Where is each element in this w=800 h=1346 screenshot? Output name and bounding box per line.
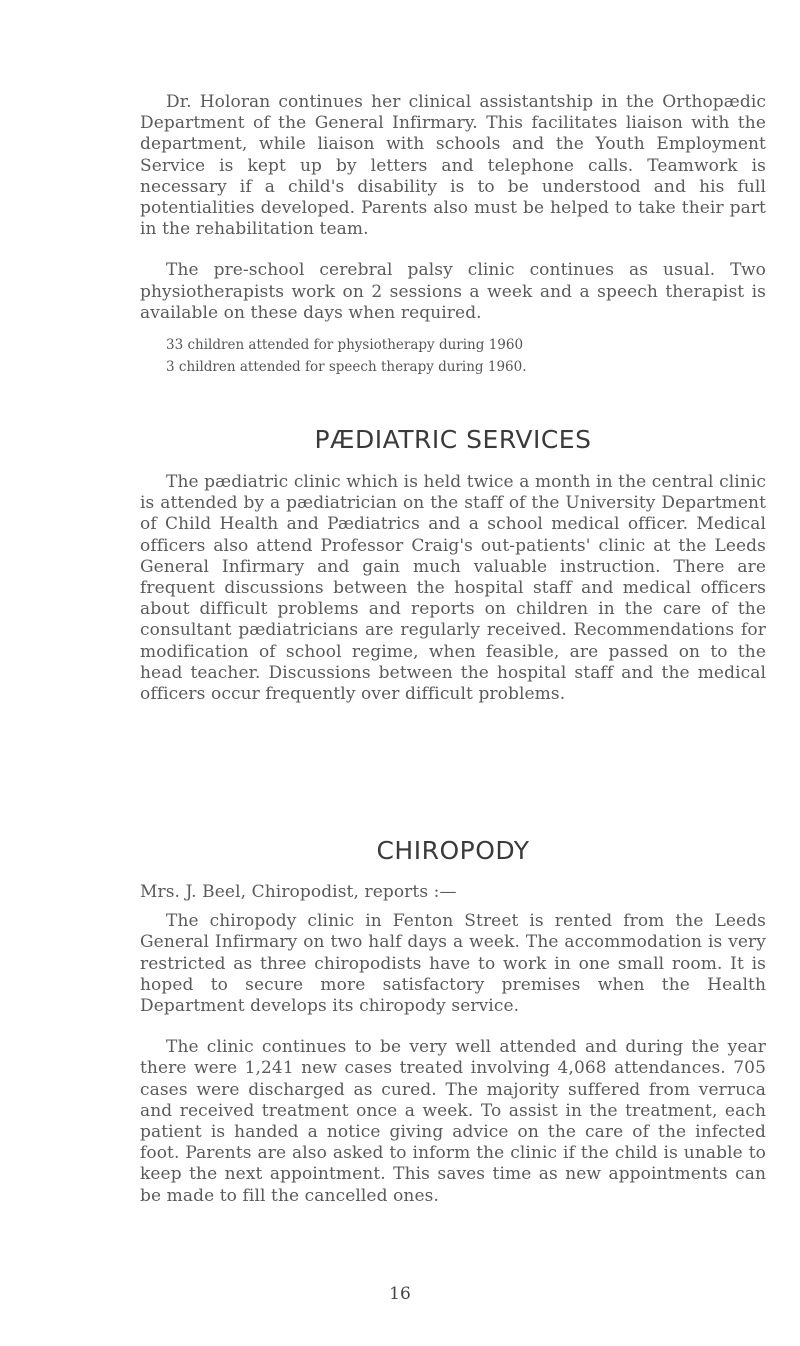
chiropody-section — [140, 882, 766, 1207]
chiropody-paragraph-attendance: The clinic continues to be very well attended and during the year there were 1,241 new cases treated involving 4,068 attendances. 705 cases were discharged as cured. The majority suffered from verruca and received treatment once a week. To assist in the treatment, each patient is handed a notice giving advice on the care of the infected foot. Parents are also asked to inform the clinic if the child is unable to keep the next appointment. This saves time as new appointments can be made to fill the cancelled ones. — [140, 1037, 766, 1206]
paediatric-section — [140, 472, 766, 705]
physiotherapy-stat: 33 children attended for physiotherapy during 1960 — [166, 337, 524, 354]
chiropody-paragraph-accommodation: The chiropody clinic in Fenton Street is rented from the Leeds General Infirmary on two half days a week. The accommodation is very restricted as three chiropodists have to work in one small room. It is hoped to secure more satisfactory premises when the Health Department develops its chiropody service. — [140, 911, 766, 1017]
intro-section — [140, 92, 766, 378]
paediatric-services-heading: PÆDIATRIC SERVICES — [314, 425, 592, 454]
paediatric-paragraph: The pædiatric clinic which is held twice a month in the central clinic is attended by a pædiatrician on the staff of the University Department of Child Health and Pædiatrics and a school medical officer. Medical officers also attend Professor Craig's out-patients' clinic at the Leeds General Infirmary and gain much valuable instruction. There are frequent discussions between the hospital staff and medical officers about difficult problems and reports on children in the care of the consultant pædiatricians are regularly received. Recommendations for modification of school regime, when feasible, are passed on to the head teacher. Discussions between the hospital staff and the medical officers occur frequently over difficult problems. — [140, 472, 766, 705]
page-number: 16 — [389, 1284, 411, 1304]
therapy-statistics — [140, 334, 766, 378]
speech-therapy-stat: 3 children attended for speech therapy during 1960. — [166, 359, 527, 376]
intro-paragraph-clinical-assistantship: Dr. Holoran continues her clinical assistantship in the Orthopædic Department of the General Infirmary. This facilitates liaison with the department, while liaison with schools and the Youth Employment Service is kept up by letters and telephone calls. Teamwork is necessary if a child's disability is to be understood and his full potentialities developed. Parents also must be helped to take their part in the rehabilitation team. — [140, 92, 766, 240]
intro-paragraph-cerebral-palsy-clinic: The pre-school cerebral palsy clinic continues as usual. Two physiotherapists work on 2 sessions a week and a speech therapist is available on these days when required. — [140, 260, 766, 323]
chiropody-byline: Mrs. J. Beel, Chiropodist, reports :— — [140, 882, 457, 902]
chiropody-heading: CHIROPODY — [376, 836, 530, 865]
